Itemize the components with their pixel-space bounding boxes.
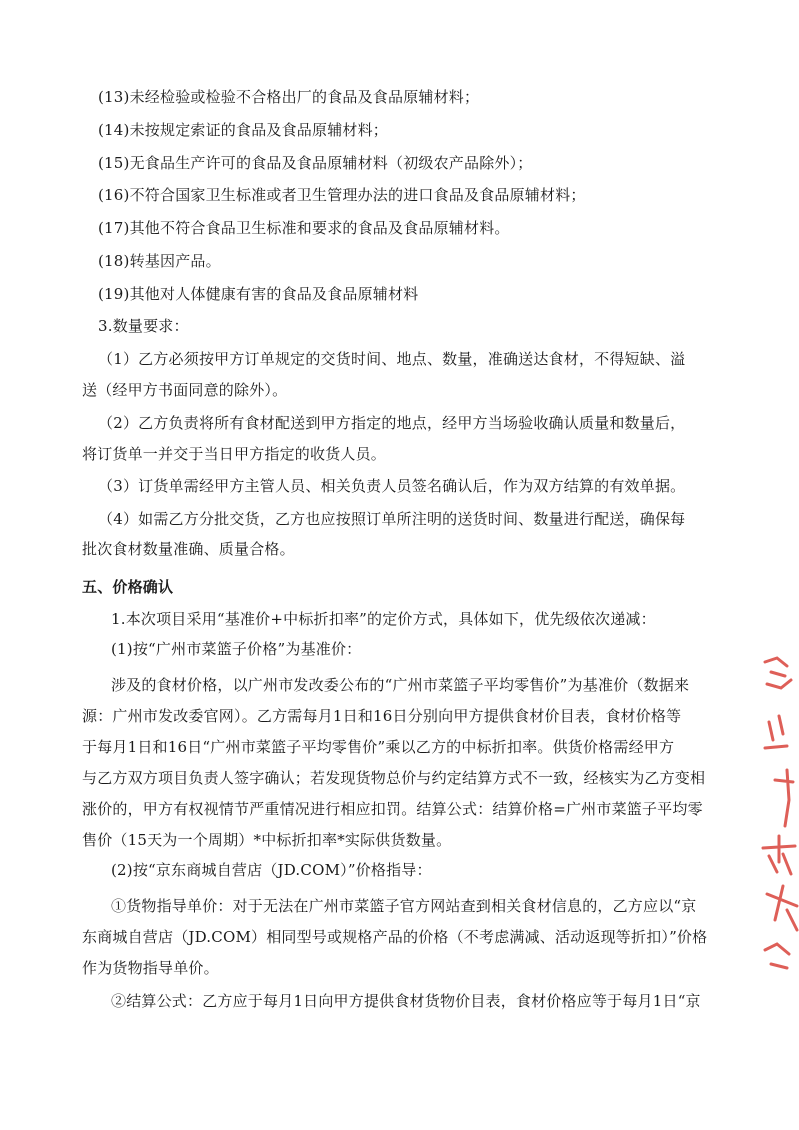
item-13: (13)未经检验或检验不合格出厂的食品及食品原辅材料； — [98, 88, 480, 106]
quantity-1-line-1: （1）乙方必须按甲方订单规定的交货时间、地点、数量，准确送达食材，不得短缺、溢 — [98, 350, 686, 368]
guide-price-line-3: 作为货物指导单价。 — [82, 959, 219, 977]
item-19: (19)其他对人体健康有害的食品及食品原辅材料 — [98, 285, 419, 303]
quantity-2-line-1: （2）乙方负责将所有食材配送到甲方指定的地点，经甲方当场验收确认质量和数量后， — [98, 414, 686, 432]
pricing-basis-2-title: (2)按“京东商城自营店（JD.COM）”价格指导： — [111, 861, 432, 879]
basis-paragraph-line-4: 与乙方双方项目负责人签字确认；若发现货物总价与约定结算方式不一致，经核实为乙方变相 — [82, 769, 706, 787]
pricing-method: 1.本次项目采用“基准价+中标折扣率”的定价方式，具体如下，优先级依次递减： — [111, 610, 656, 628]
quantity-4-line-1: （4）如需乙方分批交货，乙方也应按照订单所注明的送货时间、数量进行配送，确保每 — [98, 510, 686, 528]
item-17: (17)其他不符合食品卫生标准和要求的食品及食品原辅材料。 — [98, 219, 510, 237]
quantity-3: （3）订货单需经甲方主管人员、相关负责人员签名确认后，作为双方结算的有效单据。 — [98, 477, 686, 495]
item-16: (16)不符合国家卫生标准或者卫生管理办法的进口食品及食品原辅材料； — [98, 186, 586, 204]
guide-price-line-2: 东商城自营店（JD.COM）相同型号或规格产品的价格（不考虑满减、活动返现等折扣）”价格 — [82, 928, 708, 946]
item-15: (15)无食品生产许可的食品及食品原辅材料（初级农产品除外）； — [98, 154, 533, 172]
quantity-1-line-2: 送（经甲方书面同意的除外）。 — [82, 381, 288, 399]
item-18: (18)转基因产品。 — [98, 252, 221, 270]
item-14: (14)未按规定索证的食品及食品原辅材料； — [98, 121, 388, 139]
basis-paragraph-line-1: 涉及的食材价格，以广州市发改委公布的“广州市菜篮子平均零售价”为基准价（数据来 — [111, 676, 690, 694]
basis-paragraph-line-5: 涨价的，甲方有权视情节严重情况进行相应扣罚。结算公式：结算价格=广州市菜篮子平均零 — [82, 800, 703, 818]
quantity-2-line-2: 将订货单一并交于当日甲方指定的收货人员。 — [82, 445, 387, 463]
settlement-formula-line-1: ②结算公式：乙方应于每月1日向甲方提供食材货物价目表，食材价格应等于每月1日“京 — [111, 992, 701, 1010]
seal-stamp — [757, 650, 799, 980]
quantity-4-line-2: 批次食材数量准确、质量合格。 — [82, 540, 295, 558]
basis-paragraph-line-6: 售价（15天为一个周期）*中标折扣率*实际供货数量。 — [82, 831, 452, 849]
guide-price-line-1: ①货物指导单价：对于无法在广州市菜篮子官方网站查到相关食材信息的，乙方应以“京 — [111, 897, 697, 915]
pricing-basis-1-title: (1)按“广州市菜篮子价格”为基准价： — [111, 640, 362, 658]
section-heading-price: 五、价格确认 — [82, 578, 174, 596]
basis-paragraph-line-2: 源：广州市发改委官网）。乙方需每月1日和16日分别向甲方提供食材价目表，食材价格等 — [82, 707, 682, 725]
basis-paragraph-line-3: 于每月1日和16日“广州市菜篮子平均零售价”乘以乙方的中标折扣率。供货价格需经甲方 — [82, 738, 675, 756]
quantity-title: 3.数量要求： — [98, 317, 189, 335]
